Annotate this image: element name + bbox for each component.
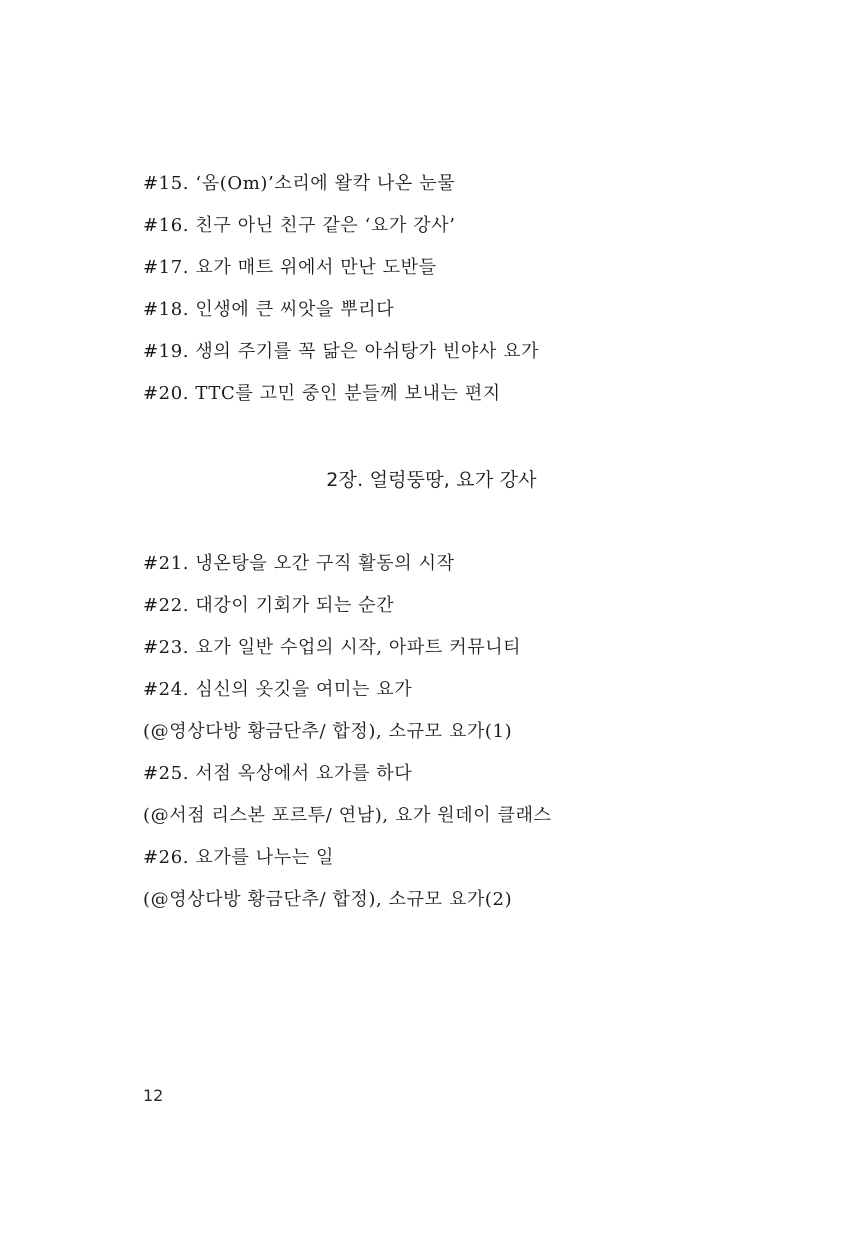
toc-entry-26-subtitle: (@영상다방 황금단추/ 합정), 소규모 요가(2) <box>143 889 513 910</box>
page-number: 12 <box>143 1086 164 1105</box>
toc-section-1 <box>143 163 783 415</box>
toc-entry-23: #23. 요가 일반 수업의 시작, 아파트 커뮤니티 <box>143 637 522 658</box>
toc-entry-21: #21. 냉온탕을 오간 구직 활동의 시작 <box>143 553 455 574</box>
chapter-heading <box>0 463 863 497</box>
toc-entry-22: #22. 대강이 기회가 되는 순간 <box>143 595 395 616</box>
toc-entry-25: #25. 서점 옥상에서 요가를 하다 <box>143 763 413 784</box>
toc-entry-18: #18. 인생에 큰 씨앗을 뿌리다 <box>143 299 395 320</box>
toc-entry-24-subtitle: (@영상다방 황금단추/ 합정), 소규모 요가(1) <box>143 721 513 742</box>
chapter-title: 2장. 얼렁뚱땅, 요가 강사 <box>326 469 537 491</box>
toc-entry-17: #17. 요가 매트 위에서 만난 도반들 <box>143 257 437 278</box>
toc-section-2 <box>143 543 783 921</box>
toc-entry-19: #19. 생의 주기를 꼭 닮은 아쉬탕가 빈야사 요가 <box>143 341 540 362</box>
toc-entry-16: #16. 친구 아닌 친구 같은 ‘요가 강사’ <box>143 215 456 236</box>
toc-entry-25-subtitle: (@서점 리스본 포르투/ 연남), 요가 원데이 클래스 <box>143 805 552 826</box>
toc-entry-26: #26. 요가를 나누는 일 <box>143 847 334 868</box>
toc-entry-15: #15. ‘옴(Om)’소리에 왈칵 나온 눈물 <box>143 173 456 194</box>
toc-entry-20: #20. TTC를 고민 중인 분들께 보내는 편지 <box>143 383 501 404</box>
toc-entry-24: #24. 심신의 옷깃을 여미는 요가 <box>143 679 413 700</box>
